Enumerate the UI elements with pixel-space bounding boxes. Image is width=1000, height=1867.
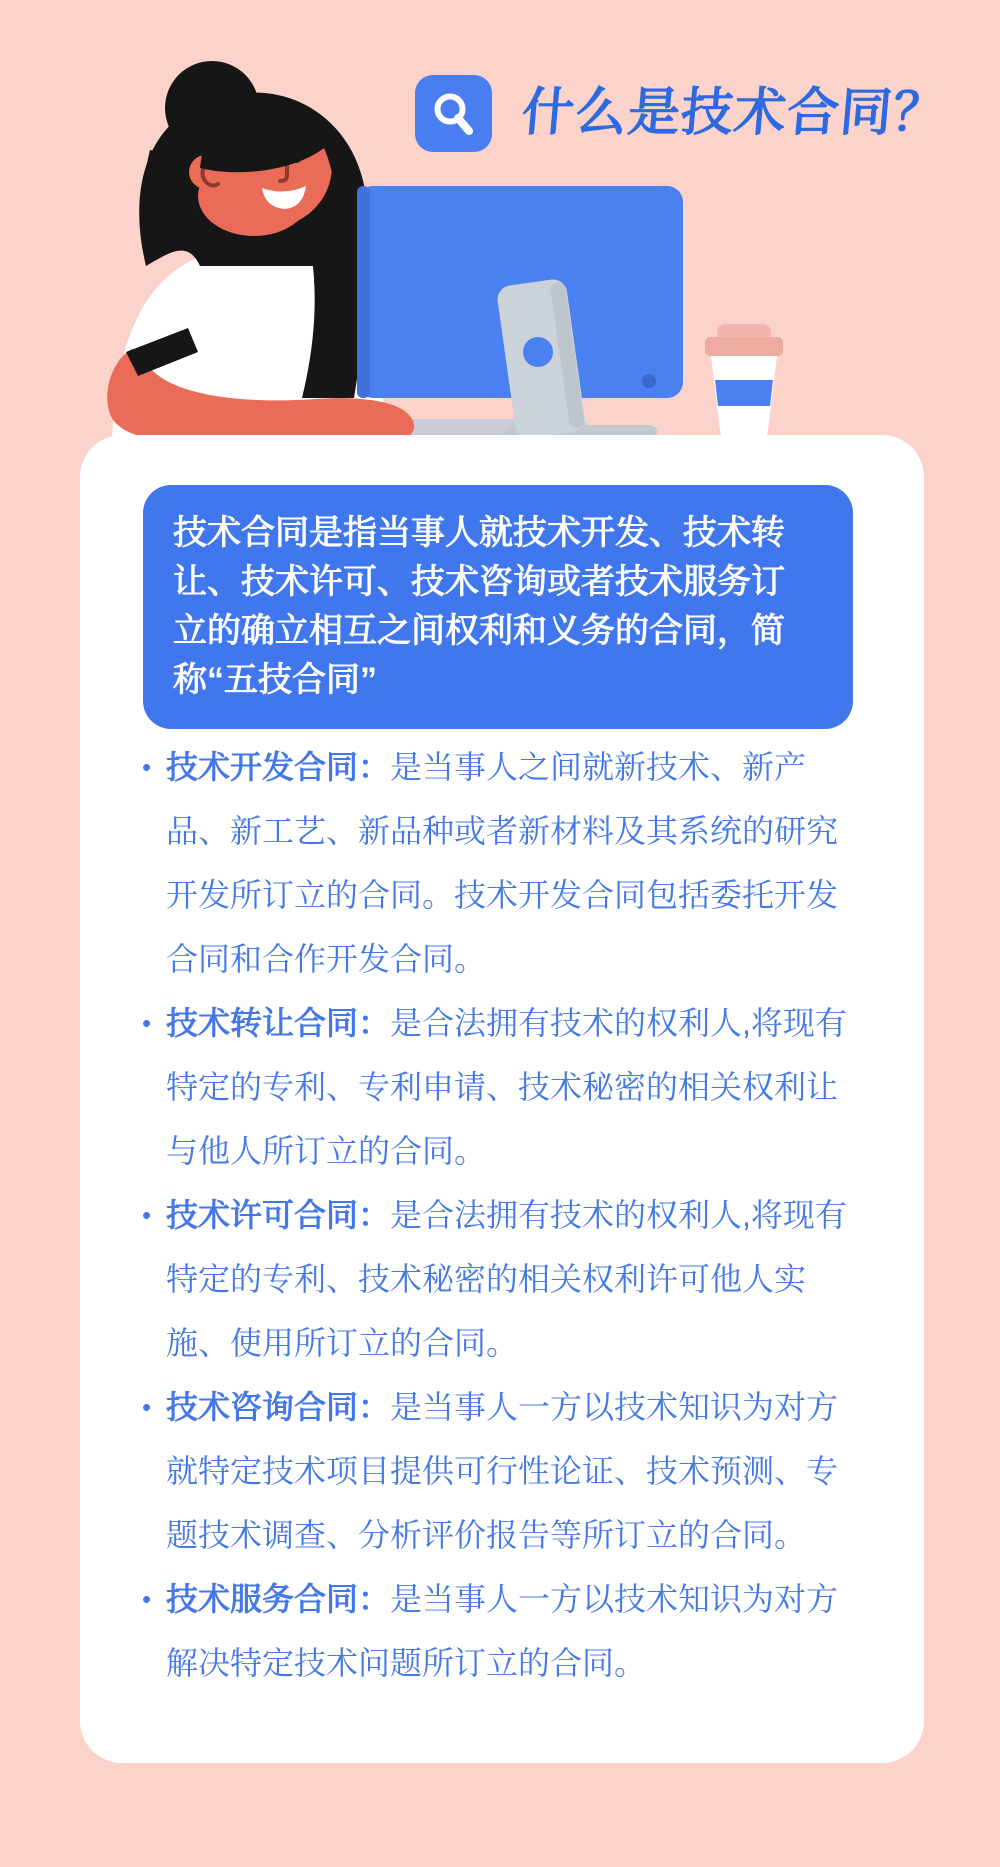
contract-type-label: 技术转让合同：	[166, 1005, 391, 1041]
definition-box	[143, 485, 853, 729]
page-title: 什么是技术合同？	[519, 84, 949, 142]
list-item	[142, 991, 858, 1183]
bullet-icon: •	[142, 752, 152, 782]
contract-type-desc: 是当事人一方以技术知识为对方解决特定技术问题所订立的合同。	[166, 1581, 839, 1681]
magnifier-glyph	[431, 91, 477, 137]
contract-type	[166, 735, 858, 991]
contract-type-list	[142, 735, 858, 1695]
bullet-icon: •	[142, 1200, 152, 1230]
contract-type-label: 技术许可合同：	[166, 1197, 391, 1233]
contract-type-desc: 是当事人之间就新技术、新产品、新工艺、新品种或者新材料及其系统的研究开发所订立的合同。技术开发合同包括委托开发合同和合作开发合同。	[166, 749, 839, 977]
stand-hole	[523, 337, 553, 367]
list-item	[142, 1375, 858, 1567]
monitor	[357, 186, 683, 440]
bullet-icon: •	[142, 1008, 152, 1038]
contract-type-label: 技术开发合同：	[166, 749, 391, 785]
definition-text: 技术合同是指当事人就技术开发、技术转让、技术许可、技术咨询或者技术服务订立的确立相互之间权利和义务的合同，简称“五技合同”	[173, 514, 785, 699]
contract-type-desc: 是合法拥有技术的权利人,将现有特定的专利、专利申请、技术秘密的相关权利让与他人所订立的合同。	[166, 1005, 847, 1169]
list-item	[142, 735, 858, 991]
contract-type-desc: 是合法拥有技术的权利人,将现有特定的专利、技术秘密的相关权利许可他人实施、使用所订立的合同。	[166, 1197, 847, 1361]
contract-type	[166, 991, 858, 1183]
bullet-icon: •	[142, 1584, 152, 1614]
bullet-icon: •	[142, 1392, 152, 1422]
list-item	[142, 1567, 858, 1695]
contract-type	[166, 1183, 858, 1375]
contract-type-label: 技术服务合同：	[166, 1581, 391, 1617]
contract-type-desc: 是当事人一方以技术知识为对方就特定技术项目提供可行性论证、技术预测、专题技术调查、分析评价报告等所订立的合同。	[166, 1389, 839, 1553]
content-card	[80, 435, 924, 1763]
list-item	[142, 1183, 858, 1375]
woman-at-computer-illustration	[0, 0, 1000, 442]
contract-type-label: 技术咨询合同：	[166, 1389, 391, 1425]
header	[415, 75, 949, 152]
search-icon	[415, 75, 492, 152]
contract-type	[166, 1567, 858, 1695]
contract-type	[166, 1375, 858, 1567]
coffee-cup	[705, 324, 783, 439]
